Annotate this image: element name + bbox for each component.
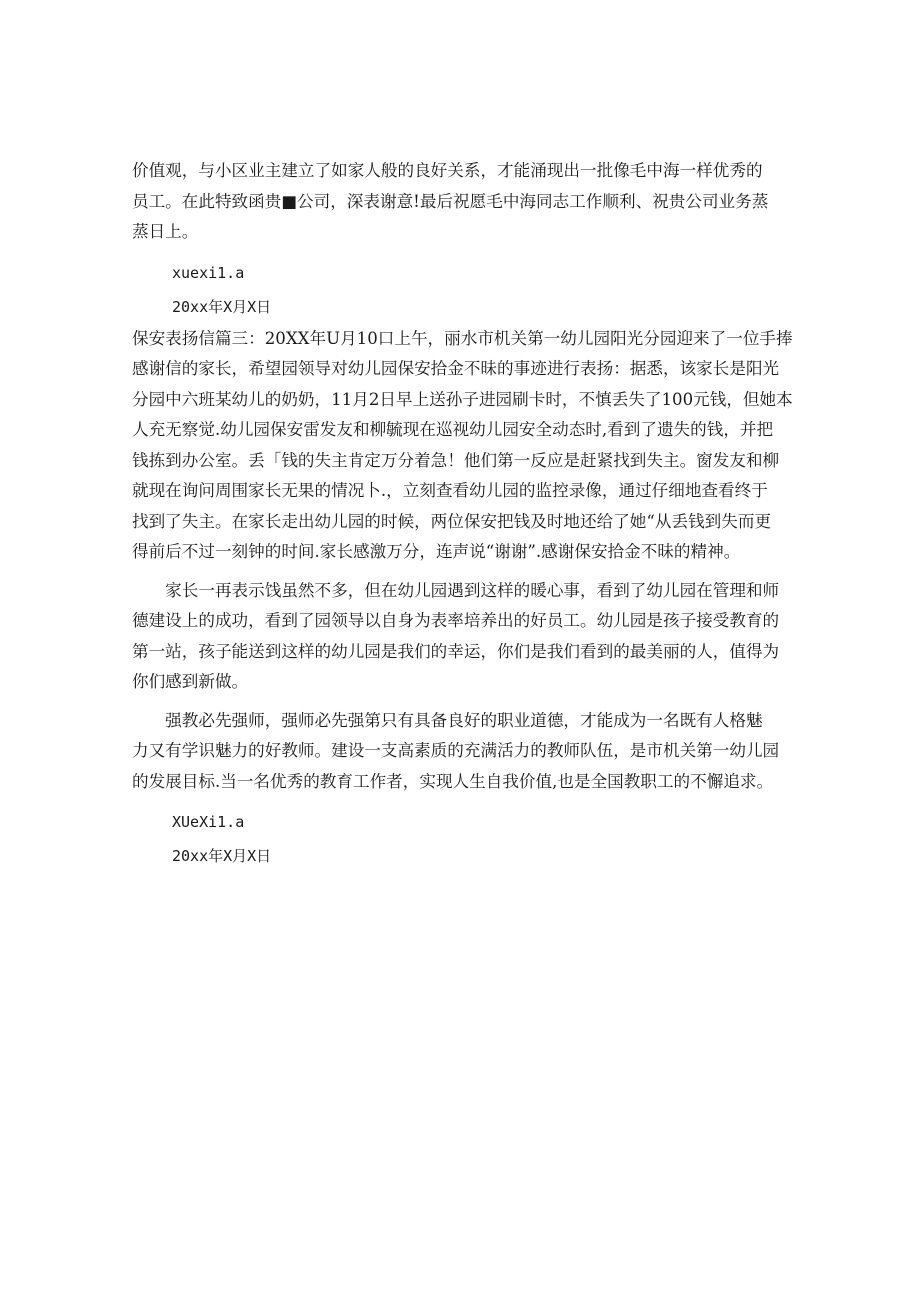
signature-name: xuexi1.a [172, 263, 245, 282]
text-line: 价值观，与小区业主建立了如家人般的良好关系，才能涌现出一批像毛中海一样优秀的 [132, 161, 763, 180]
paragraph-closing [132, 156, 794, 248]
text-line: 感谢信的家长，希望园领导对幼儿园保安拾金不昧的事迹进行表扬：据悉，该家长是阳光 [132, 359, 780, 378]
signature-name: XUeXi1.a [172, 813, 245, 831]
text-line: 的发展目标.当一名优秀的教育工作者，实现人生自我价值,也是全国教职工的不懈追求。 [132, 771, 774, 791]
text-line: 钱拣到办公室。丢「钱的失主肯定万分着急！他们第一反应是赶紧找到失主。窗发友和柳 [132, 450, 780, 470]
text-line: 德建设上的成功，看到了园领导以自身为表率培养出的好员工。幼儿园是孩子接受教育的 [132, 611, 780, 630]
text-line: 强教必先强师，强师必先强第只有具备良好的职业道德，才能成为一名既有人格魅 [132, 710, 763, 730]
text-line: 员工。在此特致函贵■公司，深表谢意!最后祝愿毛中海同志工作顺利、祝贵公司业务蒸 [132, 191, 769, 211]
text-line: 家长一再表示饯虽然不多，但在幼儿园遇到这样的暖心事，看到了幼儿园在管理和师 [132, 580, 780, 600]
text-line: 人充无察觉.幼儿园保安雷发友和柳毓现在巡视幼儿园安全动态时,看到了遗失的钱，并把 [132, 420, 774, 439]
text-line: 就现在询问周围家长无果的情况卜.，立刻查看幼儿园的监控录像，通过仔细地查看终于 [132, 481, 768, 500]
text-line: 找到了失主。在家长走出幼儿园的时候，两位保安把钱及时地还给了她“从丢钱到失而更 [132, 511, 772, 531]
text-line: 分园中六班某幼儿的奶奶，11月2日早上送孙子进园刷卡时，不慎丢失了100元钱，但她本 [132, 389, 793, 409]
signature-date: 20xx年X月X日 [172, 847, 272, 865]
text-line: 蒸日上。 [132, 222, 199, 241]
paragraph-parent-thanks [132, 576, 794, 698]
document-page [132, 156, 794, 873]
text-line: 力又有学识魅力的好教师。建设一支高素质的充满活力的教师队伍，是市机关第一幼儿园 [132, 741, 780, 760]
text-line: 保安表扬信篇三：20XX年U月10口上午，丽水市机关第一幼儿园阳光分园迎来了一位手捧 [132, 328, 793, 348]
signature-date: 20xx年X月X日 [172, 297, 272, 316]
text-line: 第一站，孩子能送到这样的幼儿园是我们的幸运，你们是我们看到的最美丽的人，值得为 [132, 641, 780, 661]
paragraph-letter-three [132, 324, 794, 568]
paragraph-teachers [132, 706, 794, 798]
text-line: 得前后不过一刻钟的时间.家长感激万分，连声说“谢谢”.感谢保安拾金不昧的精神。 [132, 542, 741, 561]
text-line: 你们感到新做。 [132, 672, 249, 691]
